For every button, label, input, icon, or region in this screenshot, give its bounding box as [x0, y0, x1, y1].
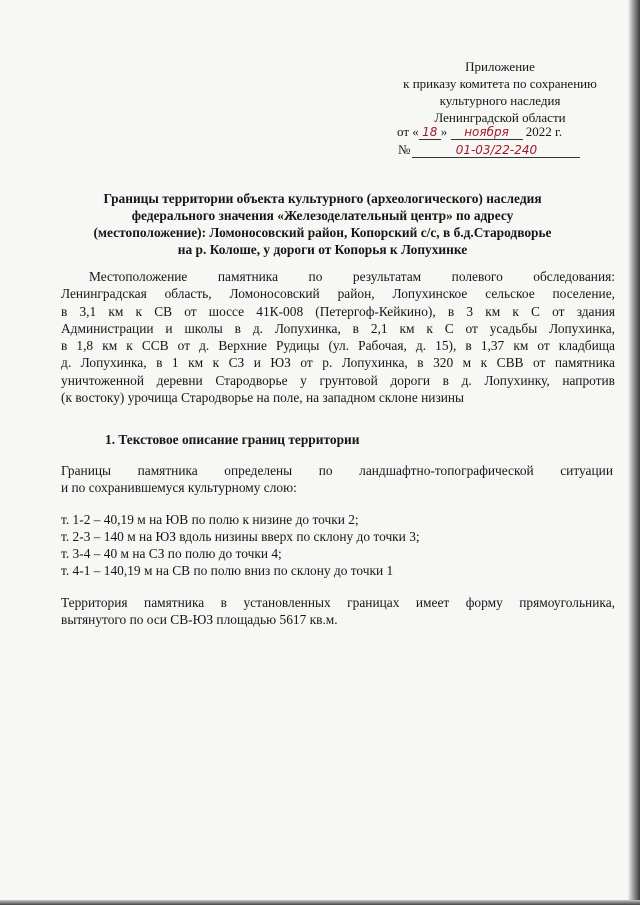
order-date	[397, 124, 562, 140]
approval-line: Приложение	[465, 59, 535, 74]
order-number	[398, 142, 580, 158]
title-line: на р. Колоше, у дороги от Копорья к Лопухинке	[177, 242, 468, 257]
paragraph-line: вытянутого по оси СВ-ЮЗ площадью 5617 кв.м.	[61, 612, 338, 628]
date-prefix: от «	[397, 124, 419, 139]
approval-line: Ленинградской области	[434, 110, 566, 125]
paragraph-line: в 1,8 км к ССВ от д. Верхние Рудицы (ул. Рабочая, д. 15), в 1,37 км от кладбища	[61, 338, 615, 354]
paragraph-line: Границы памятника определены по ландшафтно-топографической ситуации	[61, 463, 613, 478]
list-item: т. 1-2 – 40,19 м на ЮВ по полю к низине до точки 2;	[61, 512, 359, 527]
scan-edge-right	[628, 0, 640, 905]
scan-edge-bottom	[0, 900, 640, 905]
paragraph-line: Ленинградская область, Ломоносовский район, Лопухинское сельское поселение,	[61, 286, 615, 302]
list-item: т. 3-4 – 40 м на СЗ по полю до точки 4;	[61, 546, 282, 561]
boundary-intro	[61, 462, 613, 497]
shape-paragraph	[61, 594, 615, 629]
approval-line: к приказу комитета по сохранению	[403, 76, 597, 91]
list-item: т. 4-1 – 140,19 м на СВ по полю вниз по склону до точки 1	[61, 563, 394, 578]
paragraph-line: уничтоженной деревни Стародворье у грунтовой дороги в д. Лопухинку, напротив	[61, 372, 615, 388]
paragraph-line: (к востоку) урочища Стародворье на поле, на западном склоне низины	[61, 390, 465, 406]
paragraph-line: Территория памятника в установленных границах имеет форму прямоугольника,	[61, 595, 615, 610]
boundary-points-list	[61, 511, 420, 579]
date-mid: »	[440, 124, 448, 139]
paragraph-line: д. Лопухинка, в 1 км к СЗ и ЮЗ от р. Лопухинка, в 320 м к СВВ от памятника	[61, 355, 615, 371]
section-heading: 1. Текстовое описание границ территории	[105, 432, 360, 447]
list-item: т. 2-3 – 140 м на ЮЗ вдоль низины вверх по склону до точки 3;	[61, 529, 420, 544]
document-title	[60, 190, 585, 258]
paragraph-line: Местоположение памятника по результатам полевого обследования:	[89, 269, 615, 284]
date-day-handwritten: 18	[419, 125, 441, 140]
title-line: (местоположение): Ломоносовский район, Копорский с/с, в б.д.Стародворье	[93, 225, 552, 240]
paragraph-line: Администрации и школы в д. Лопухинка, в 2,1 км к С от усадьбы Лопухинка,	[61, 320, 615, 336]
number-handwritten: 01-03/22-240	[412, 143, 580, 158]
paragraph-line: и по сохранившемуся культурному слою:	[61, 480, 297, 496]
date-year: 2022 г.	[525, 124, 563, 139]
approval-block	[380, 58, 620, 126]
number-prefix: №	[398, 142, 411, 157]
approval-line: культурного наследия	[439, 93, 561, 108]
paragraph-line: в 3,1 км к СВ от шоссе 41К-008 (Петергоф-Кейкино), в 3 км к С от здания	[61, 303, 615, 319]
title-line: федерального значения «Железоделательный центр» по адресу	[131, 208, 514, 223]
location-paragraph	[61, 268, 615, 406]
title-line: Границы территории объекта культурного (археологического) наследия	[103, 191, 542, 206]
date-month-handwritten: ноября	[451, 125, 523, 140]
